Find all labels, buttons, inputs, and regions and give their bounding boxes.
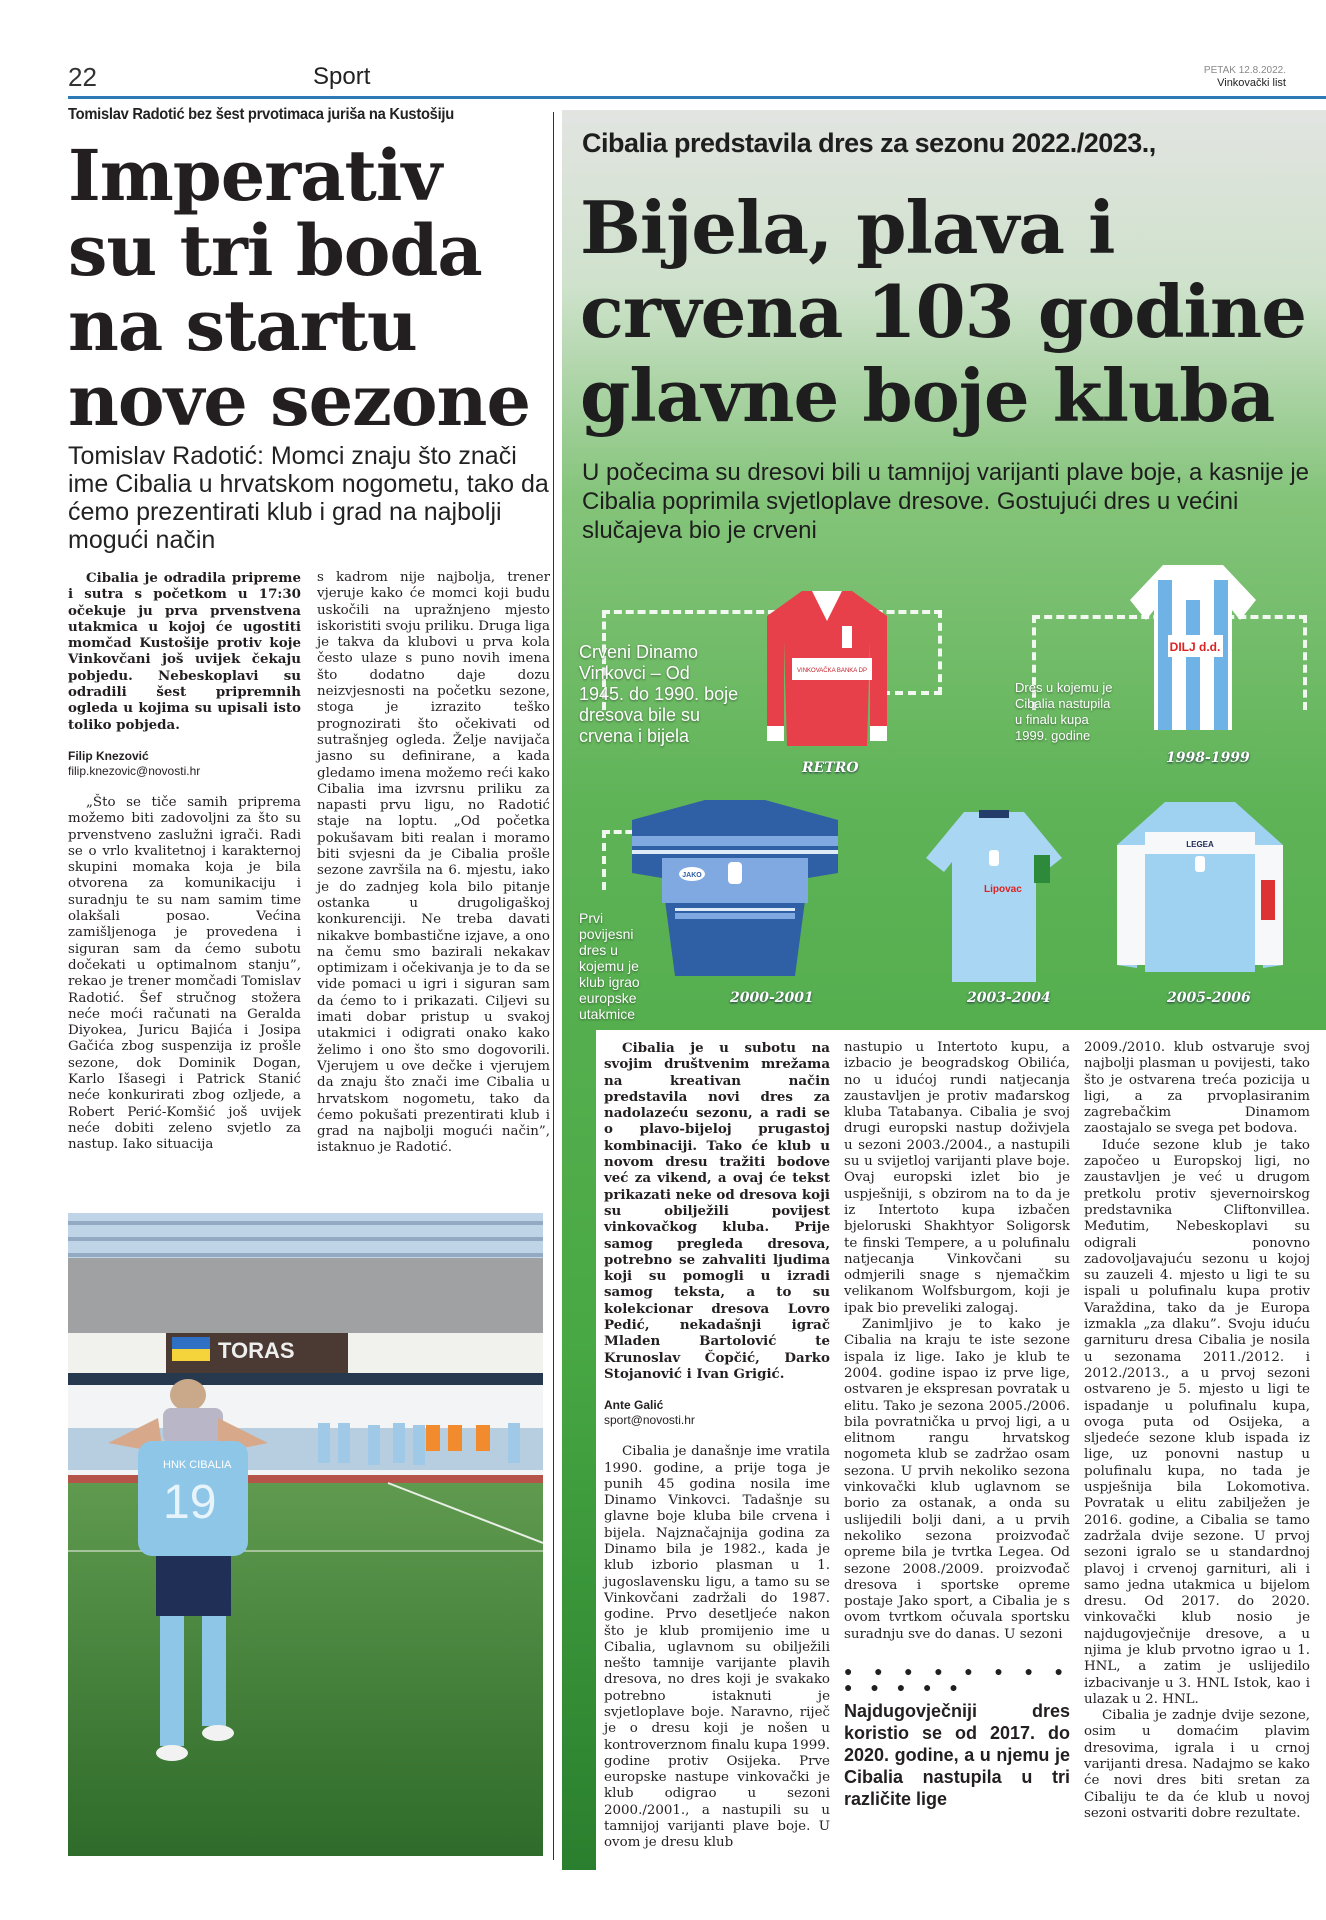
right-column-1 xyxy=(604,1040,830,1870)
jersey-label-1998-1999: 1998-1999 xyxy=(1166,750,1250,766)
note-first-europe: Prvi povijesni dres u kojemu je klub igrao europske utakmice xyxy=(579,910,640,1022)
dot-separator: ● ● ● ● ● ● ● ● ● ● ● ● ● xyxy=(844,1662,1070,1696)
jersey-1998-1999 xyxy=(1128,560,1258,735)
left-body-columns xyxy=(68,570,550,1157)
right-body-3c: Cibalia je zadnje dvije sezone, osim u domaćim plavim dresovima, igrala i u crnoj varijanti dresa. Nadajmo se kako će novi dres biti sretan za Cibaliju te da će klub u novoj sezoni ostvariti dobre rezultate. xyxy=(1084,1708,1310,1821)
left-dek: Tomislav Radotić: Momci znaju što znači ime Cibalia u hrvatskom nogometu, tako da ćemo prezentirati klub i grad na najbolji mogući način xyxy=(68,442,549,554)
jersey-2000-2001 xyxy=(630,798,840,978)
left-lead: Cibalia je odradila pripreme i sutra s početkom u 17:30 očekuje ju prva prvenstvena utakmica u kojoj će ugostiti momčad Kustošije protiv koje Vinkovčani još uvijek čekaju pobjedu. Nebeskoplavi su odradili šest pripremnih ogleda u kojima su upisali isto toliko pobjeda. xyxy=(68,570,301,733)
jersey-label-2005-2006: 2005-2006 xyxy=(1167,990,1251,1006)
svg-text:Lipovac: Lipovac xyxy=(984,884,1022,895)
jersey-2003-2004 xyxy=(924,810,1064,985)
svg-text:VINKOVAČKA BANKA DP: VINKOVAČKA BANKA DP xyxy=(797,668,867,674)
right-body-2a: nastupio u Intertoto kupu, a izbacio je beogradskog Obilića, no u idućoj rundi natjecanja zaustavljen je protiv mađarskog kluba Tatabanya. Cibalia je svoj drugi europski nastup doživjela u sezoni 2003./2004., a nastupili su u svijetloj varijanti plave boje. Ovaj europski izlet bio je uspješniji, s obzirom na to da je iz Intertoto kupa izbačen bjeloruski Shakhtyor Soligorsk te finski Tempere, a u polufinalu natjecanja Vinkovčani su odmjerili snage s njemačkim velikanom Wolfsburgom, koji je ipak bio preveliki zalogaj. xyxy=(844,1040,1070,1316)
svg-text:HNK CIBALIA: HNK CIBALIA xyxy=(163,1459,232,1471)
page-header xyxy=(68,62,1326,96)
right-author: Ante Galić xyxy=(604,1398,664,1413)
right-kicker: Cibalia predstavila dres za sezonu 2022./2023., xyxy=(582,128,1156,158)
match-photo xyxy=(68,1213,543,1856)
right-body-columns xyxy=(596,1030,1326,1870)
left-byline xyxy=(68,749,301,779)
left-author: Filip Knezović xyxy=(68,748,149,763)
svg-text:19: 19 xyxy=(163,1476,217,1529)
right-body-1: Cibalia je današnje ime vratila 1990. godine, a prije toga je punih 45 godina nosila ime Dinamo Vinkovci. Tadašnje su glavne boje kluba bile crvena i bijela. Najznačajnija godina za Dinamo bila je 1982., kada je klub izborio plasman u 1. jugoslavensku ligu, a tamo su se Vinkovčani zadržali do 1987. godine. Prvo desetljeće nakon što je klub promijenio ime u Cibalia, uglavnom su obilježili nešto tamnije varijante plavih dresova, no dres koji je svakako potrebno istaknuti je svjetloplave boje. Naravno, riječ je o dresu koji je nošen u kontroverznom finalu kupa 1999. godine protiv Osijeka. Prve europske nastupe vinkovački je klub odigrao u sezoni 2000./2001., a nastupili su u tamnijoj varijanti plave boje. U ovom je dresu klub xyxy=(604,1444,830,1851)
right-headline: Bijela, plava i crvena 103 godine glavne boje kluba xyxy=(580,185,1307,438)
right-author-email[interactable]: sport@novosti.hr xyxy=(604,1413,695,1428)
left-body-2: s kadrom nije najbolja, trener vjeruje kako će momci koji budu uskočili na upražnjeno mjesto iskoristiti svoju priliku. Druga liga je takva da klubovi u prva kola često ulaze s puno novih imena što dodatno daje dozu neizvjesnosti na početku sezone, stoga je izrazito teško prognozirati što očekivati od sutrašnjeg ogleda. Želje navijača jasno su definirane, a kada gledamo imena možemo reći kako Cibalia ima izvrsnu priliku za napasti prvu ligu, no Radotić staje na loptu. „Od početka pokušavam biti realan i moramo biti svjesni da je Cibalia prošle sezone završila na 6. mjestu, iako je do zadnjeg kola bilo pitanje ostanka u drugoligaškoj konkurenciji. Ne treba davati nikakve bombastične izjave, a ono na čemu smo bazirali nekakav optimizam i očekivanja je to da se vide pomaci u igri i siguran sam da ćemo to i prikazati. Ciljevi su imati dobar pristup u svakoj utakmici i odigrati onako kako želimo i ono što smo dogovorili. Vjerujem u ove dečke i vjerujem da znaju što znači ime Cibalia u hrvatskom nogometu, tako da ćemo pokušati prezentirati klub i grad na najbolji mogući način”, istaknuo je Radotić. xyxy=(317,570,550,1156)
section-name: Sport xyxy=(313,63,371,90)
left-column-2 xyxy=(317,570,550,1157)
right-column-3 xyxy=(1084,1040,1310,1870)
note-cup-final: Dres u kojemu je Cibalia nastupila u finalu kupa 1999. godine xyxy=(1015,680,1113,743)
stadium-photo-illustration xyxy=(68,1213,543,1856)
left-author-email[interactable]: filip.knezovic@novosti.hr xyxy=(68,763,201,778)
header-rule xyxy=(68,96,1326,99)
jersey-label-retro: RETRO xyxy=(802,760,859,776)
right-body-3b: Iduće sezone klub je tako započeo u Europskoj ligi, no zaustavljen je već u drugom pretkolu protiv sjevernoirskog predstavnika Cliftonvillea. Međutim, Nebeskoplavi su odigrali ponovno zadovoljavajuću sezonu u kojoj su zauzeli 4. mjesto u ligi te su ispali u polufinalu kupa protiv Varaždina, tako da je Europa izmakla „za dlaku”. Svoju iduću garnituru dresa Cibalia je nosila u sezonama 2011./2012. i 2012./2013., a u prvoj sezoni ostvareno je 5. mjesto u ligi te ispadanje u polufinalu kupa, ovoga puta od Osijeka, a sljedeće sezone klub ispada iz lige, uz ponovni nastup u polufinalu kupa, no tada je uspješnija bila Lokomotiva. Povratak u elitu zabilježen je 2016. godine, a Cibalia se tamo zadržala dvije sezone. U prvoj sezoni igralo se u standardnoj plavoj i crvenoj garnituri, ali i samo jedna utakmica u bijelom dresu. Od 2017. do 2020. vinkovački klub nosio je najdugovječnije dresove, a u njima je klub prvotno igrao u 1. HNL, a zatim je uslijedilo izbacivanje u 3. HNL Istok, kao i ulazak u 2. HNL. xyxy=(1084,1137,1310,1707)
svg-text:JAKO: JAKO xyxy=(682,872,702,879)
right-byline xyxy=(604,1398,830,1428)
svg-text:DILJ d.d.: DILJ d.d. xyxy=(1169,640,1221,654)
jersey-2005-2006 xyxy=(1115,800,1285,980)
left-article xyxy=(68,106,550,1157)
right-body-2b: Zanimljivo je to kako je Cibalia na kraju te iste sezone ispala iz lige. Iako je klub te 2004. godine ispao iz prve lige, ostvaren je ekspresan povratak u elitu. Tako je sezona 2005./2006. bila povratnička u prvoj ligi, a u elitnom rangu hrvatskog nogometa klub se zadržao osam sezona. U prvih nekoliko sezona vinkovački klub uglavnom se borio za ostanak, a onda su uslijedili bolji dani, a u prvih nekoliko sezona proizvođač opreme bila je tvrtka Legea. Od sezone 2008./2009. proizvođač dresova i sportske opreme postaje Jako sport, a Cibalia je s ovom tvrtkom očuvala sportsku suradnju sve do danas. U sezoni xyxy=(844,1317,1070,1642)
svg-text:TORAS: TORAS xyxy=(218,1338,295,1363)
page-number: 22 xyxy=(68,62,97,92)
issue-date: PETAK 12.8.2022. xyxy=(1203,65,1286,76)
right-body-3a: 2009./2010. klub ostvaruje svoj najbolji plasman u povijesti, tako što je ostvarena treća pozicija u ligi, a za prvoplasiranim zagrebačkim Dinamom zaostajalo se svega pet bodova. xyxy=(1084,1040,1310,1137)
left-column-1 xyxy=(68,570,301,1157)
masthead-info xyxy=(1204,65,1286,89)
right-article xyxy=(562,110,1326,1870)
right-dek: U počecima su dresovi bili u tamnijoj varijanti plave boje, a kasnije je Cibalia poprimila svjetloplave dresove. Gostujući dres u većini slučajeva bio je crveni xyxy=(582,459,1310,544)
left-kicker: Tomislav Radotić bez šest prvotimaca juriša na Kustošiju xyxy=(68,106,454,123)
right-lead: Cibalia je u subotu na svojim društvenim mrežama na kreativan način predstavila novi dres za nadolazeću sezonu, a radi se o plavo-bijeloj prugastoj kombinaciji. Tako će klub u novom dresu tražiti bodove već za vikend, a ovaj će tekst prikazati neke od dresova koji su obilježili povijest vinkovačkog kluba. Prije samog pregleda dresova, potrebno se zahvaliti ljudima koji su pomogli u izradi samog teksta, a to su kolekcionar dresova Lovro Pedić, nekadašnji igrač Mladen Bartolović te Krunoslav Čopčić, Darko Stojanović i Ivan Grigić. xyxy=(604,1040,831,1382)
publication-name: Vinkovački list xyxy=(1217,77,1286,89)
jersey-label-2003-2004: 2003-2004 xyxy=(967,990,1051,1006)
jersey-retro xyxy=(762,586,892,751)
pull-quote: Najdugovječniji dres koristio se od 2017. do 2020. godine, a u njemu je Cibalia nastupila u tri različite lige xyxy=(844,1700,1070,1809)
note-dinamo: Crveni Dinamo Vinkovci – Od 1945. do 1990. boje dresova bile su crvena i bijela xyxy=(579,642,739,746)
column-divider xyxy=(553,112,554,1860)
right-column-2 xyxy=(844,1040,1070,1870)
left-headline: Imperativ su tri boda na startu nove sezone xyxy=(68,134,530,442)
svg-text:LEGEA: LEGEA xyxy=(1186,840,1214,849)
left-body-1: „Što se tiče samih priprema možemo biti zadovoljni za što su prvenstveno zaslužni igrači. Radi se o vrlo kvalitetnoj i karakternoj skupini momaka koja je bila otvorena za komunikaciju i suradnju te su nam samim time olakšali posao. Većina zamišljenoga je provedena i siguran sam da ćemo subotu dočekati u optimalnom stanju”, rekao je trener momčadi Tomislav Radotić. Šef stručnog stožera neće moći računati na Geralda Diyokea, Juricu Bajića i Josipa Gačića zbog suspenzija iz prošle sezone, dok Dominik Dogan, Karlo Išasegi i Patrick Stanić neće konkurirati zbog ozljede, a Robert Perić-Komšić još uvijek neće dobiti zeleno svjetlo za nastup. Iako situacija xyxy=(68,794,301,1153)
jersey-label-2000-2001: 2000-2001 xyxy=(730,990,814,1006)
